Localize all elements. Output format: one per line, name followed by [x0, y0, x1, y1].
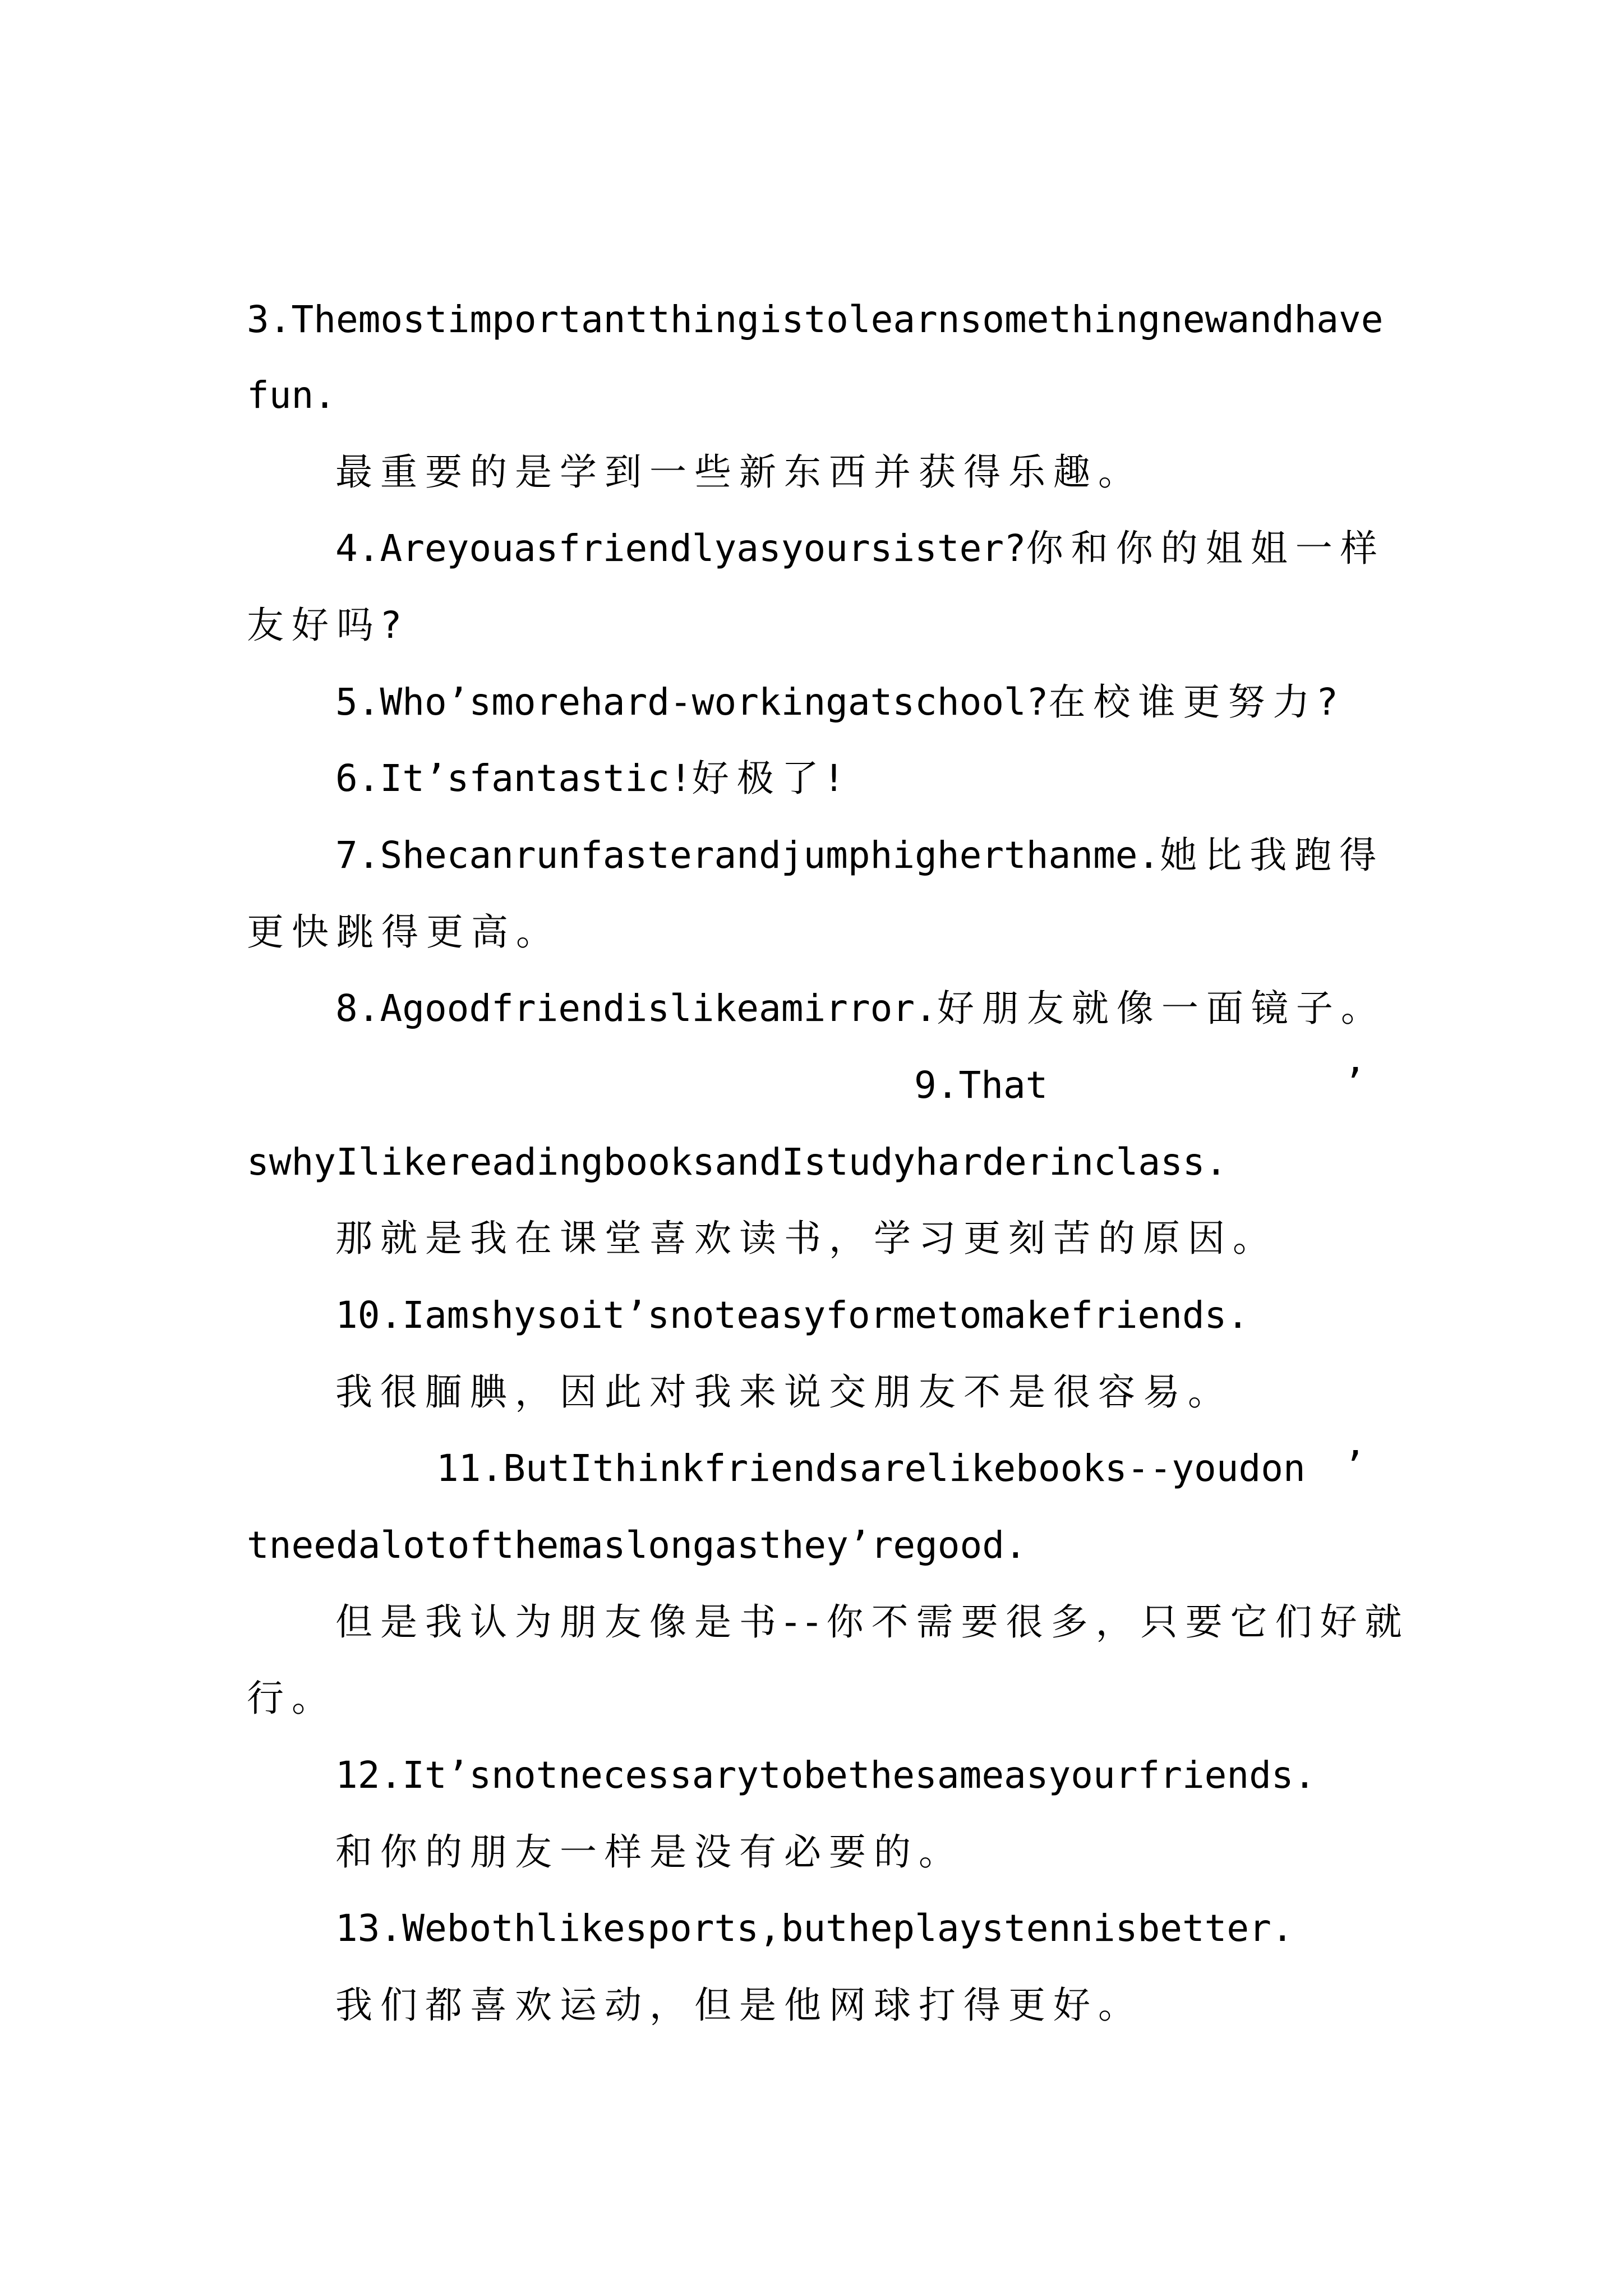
- sentence-9-english-part-1: 9.That: [914, 1064, 1048, 1107]
- sentence-7-line-1: [335, 830, 1384, 881]
- sentence-11-chinese-part-2: 行。: [247, 1677, 336, 1720]
- sentence-11-chinese-part-1: 但是我认为朋友像是书--你不需要很多，只要它们好就: [335, 1600, 1410, 1644]
- sentence-13-chinese: 我们都喜欢运动，但是他网球打得更好。: [335, 1984, 1143, 2027]
- sentence-4-chinese-part-2: 友好吗?: [247, 604, 409, 647]
- sentence-8: [335, 983, 1386, 1034]
- sentence-9-english-part-2: swhyIlikereadingbooksandIstudyharderinclass.: [247, 1140, 1228, 1184]
- sentence-8-english: 8.Agoodfriendislikeamirror.: [335, 987, 937, 1030]
- sentence-6-chinese: 好极了!: [691, 757, 850, 800]
- sentence-10-english: 10.Iamshysoit’snoteasyformetomakefriends.: [335, 1294, 1249, 1337]
- sentence-4-chinese-part-1: 你和你的姐姐一样: [1026, 527, 1385, 570]
- sentence-7-chinese-part-1: 她比我跑得: [1160, 834, 1385, 877]
- sentence-4-line-1: [335, 523, 1385, 574]
- sentence-13-english: 13.Webothlikesports,butheplaystennisbetter.: [335, 1907, 1294, 1950]
- sentence-6: [335, 753, 849, 804]
- sentence-6-english: 6.It’sfantastic!: [335, 757, 692, 800]
- sentence-8-chinese: 好朋友就像一面镜子。: [937, 987, 1386, 1030]
- sentence-3-english-line-1: 3.Themostimportantthingistolearnsomethingnewandhave: [247, 298, 1384, 341]
- sentence-4-english: 4.Areyouasfriendlyasyoursister?: [335, 527, 1026, 570]
- sentence-10-chinese: 我很腼腆，因此对我来说交朋友不是很容易。: [335, 1370, 1233, 1414]
- sentence-12-english: 12.It’snotnecessarytobethesameasyourfriends.: [335, 1754, 1316, 1797]
- sentence-7-english: 7.Shecanrunfasterandjumphigherthanme.: [335, 834, 1160, 877]
- sentence-11-english-part-1: 11.ButIthinkfriendsarelikebooks--youdon: [436, 1447, 1306, 1490]
- sentence-5: [335, 677, 1345, 728]
- sentence-5-chinese: 在校谁更努力?: [1048, 680, 1345, 724]
- sentence-3-chinese: 最重要的是学到一些新东西并获得乐趣。: [335, 450, 1143, 494]
- sentence-7-chinese-part-2: 更快跳得更高。: [247, 910, 561, 954]
- sentence-3-english-line-2: fun.: [247, 374, 336, 417]
- sentence-11-english-part-2: tneedalotofthemaslongasthey’regood.: [247, 1524, 1027, 1567]
- sentence-12-chinese: 和你的朋友一样是没有必要的。: [335, 1830, 963, 1874]
- sentence-5-english: 5.Who’smorehard-workingatschool?: [335, 680, 1049, 724]
- sentence-9-chinese: 那就是我在课堂喜欢读书，学习更刻苦的原因。: [335, 1217, 1278, 1260]
- sentence-11-apostrophe: ’: [1343, 1444, 1366, 1487]
- sentence-9-apostrophe: ’: [1343, 1061, 1366, 1104]
